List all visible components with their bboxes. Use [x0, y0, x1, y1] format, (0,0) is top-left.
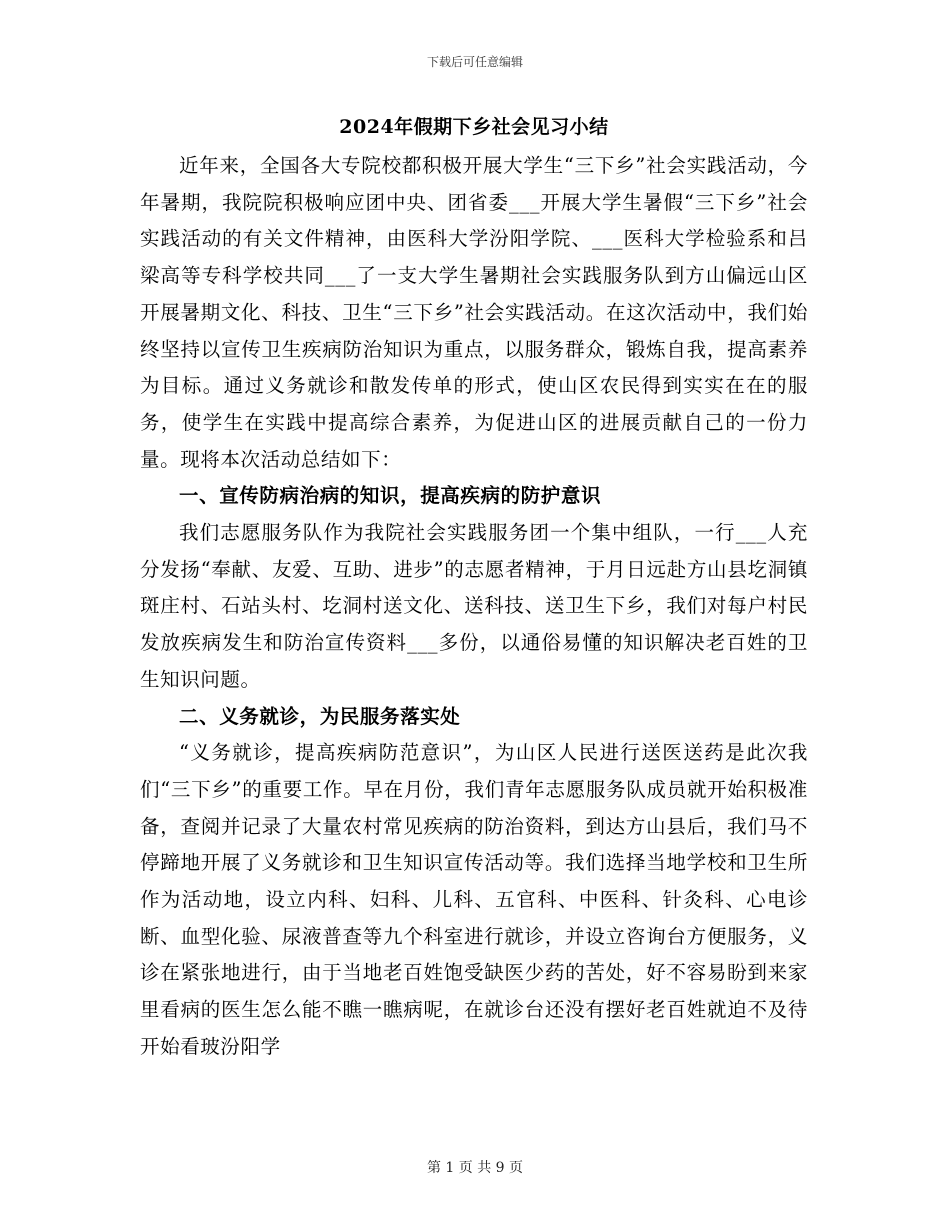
document-body	[140, 112, 808, 1066]
section-1-body: 我们志愿服务队作为我院社会实践服务团一个集中组队，一行___人充分发扬“奉献、友爱、互助、进步”的志愿者精神，于月日远赴方山县圪洞镇斑庄村、石站头村、圪洞村送文化、送科技、送卫生下乡，我们对每户村民发放疾病发生和防治宣传资料___多份，以通俗易懂的知识解决老百姓的卫生知识问题。	[140, 521, 808, 691]
document-title: 2024年假期下乡社会见习小结	[339, 116, 609, 138]
page-number: 第 1 页 共 9 页	[426, 1160, 524, 1176]
section-2-heading: 二、义务就诊，为民服务落实处	[179, 704, 461, 728]
download-note: 下载后可任意编辑	[426, 55, 523, 69]
section-1-heading: 一、宣传防病治病的知识，提高疾病的防护意识	[179, 484, 602, 508]
intro-paragraph: 近年来，全国各大专院校都积极开展大学生“三下乡”社会实践活动，今年暑期，我院院积极响应团中央、团省委___开展大学生暑假“三下乡”社会实践活动的有关文件精神，由医科大学汾阳学院、___医科大学检验系和吕梁高等专科学校共同___了一支大学生暑期社会实践服务队到方山偏远山区开展暑期文化、科技、卫生“三下乡”社会实践活动。在这次活动中，我们始终坚持以宣传卫生疾病防治知识为重点，以服务群众，锻炼自我，提高素养为目标。通过义务就诊和散发传单的形式，使山区农民得到实实在在的服务，使学生在实践中提高综合素养，为促进山区的进展贡献自己的一份力量。现将本次活动总结如下：	[140, 154, 808, 471]
section-2-body: “义务就诊，提高疾病防范意识”，为山区人民进行送医送药是此次我们“三下乡”的重要工作。早在月份，我们青年志愿服务队成员就开始积极准备，查阅并记录了大量农村常见疾病的防治资料，到达方山县后，我们马不停蹄地开展了义务就诊和卫生知识宣传活动等。我们选择当地学校和卫生所作为活动地，设立内科、妇科、儿科、五官科、中医科、针灸科、心电诊断、血型化验、尿液普查等九个科室进行就诊，并设立咨询台方便服务，义诊在紧张地进行，由于当地老百姓饱受缺医少药的苦处，好不容易盼到来家里看病的医生怎么能不瞧一瞧病呢，在就诊台还没有摆好老百姓就迫不及待开始看玻汾阳学	[140, 741, 808, 1058]
